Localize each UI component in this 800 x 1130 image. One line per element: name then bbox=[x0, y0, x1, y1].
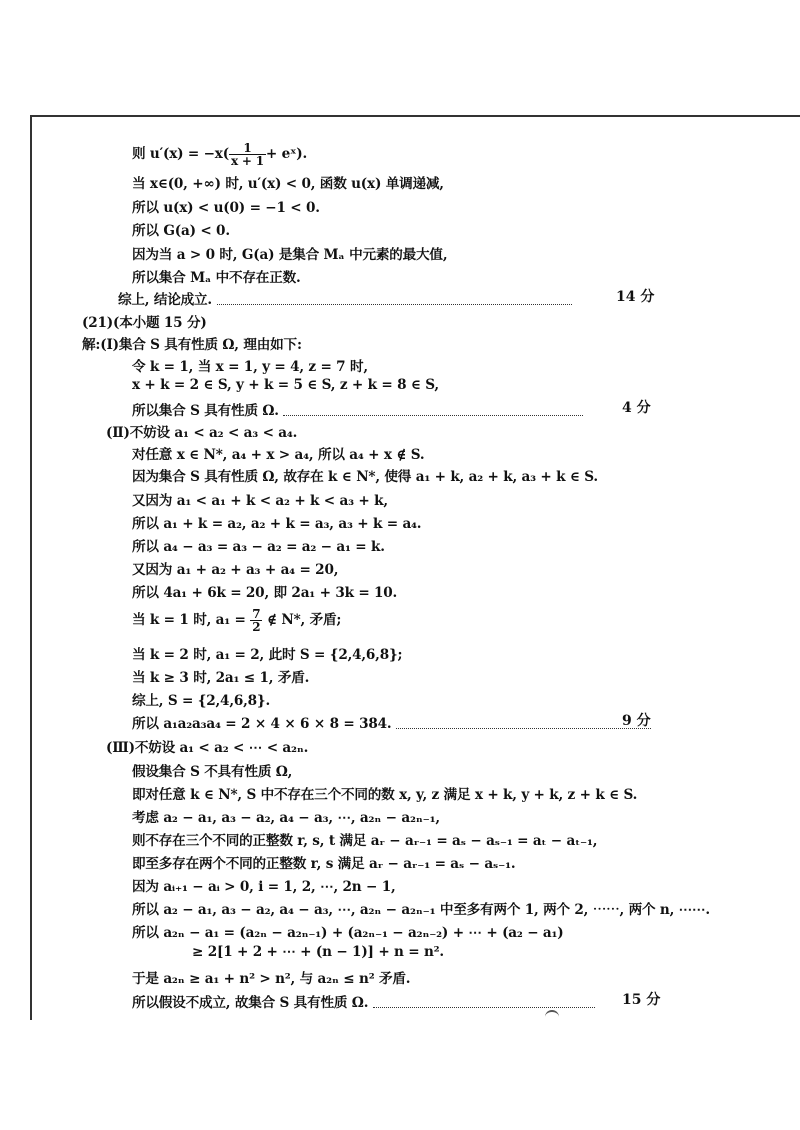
text-line: 又因为 a₁ + a₂ + a₃ + a₄ = 20, bbox=[132, 562, 339, 578]
text-line: 综上, 结论成立. bbox=[118, 288, 572, 308]
text-line: 综上, S = {2,4,6,8}. bbox=[132, 693, 270, 709]
text-line: (Ⅱ)不妨设 a₁ < a₂ < a₃ < a₄. bbox=[106, 425, 298, 441]
score-4: 4 分 bbox=[622, 400, 651, 416]
text-line: 令 k = 1, 当 x = 1, y = 4, z = 7 时, bbox=[132, 359, 368, 375]
problem-heading: (21)(本小题 15 分) bbox=[82, 315, 207, 331]
text-line: 因为集合 S 具有性质 Ω, 故存在 k ∈ N*, 使得 a₁ + k, a₂ + k, a₃ + k ∈ S. bbox=[132, 469, 598, 485]
text-line: 当 k ≥ 3 时, 2a₁ ≤ 1, 矛盾. bbox=[132, 670, 310, 686]
text-line: 当 k = 1 时, a₁ = $\frac{7}{2}$ ∉ N*, 矛盾; bbox=[132, 607, 342, 634]
text-line: 所以 a₁ + k = a₂, a₂ + k = a₃, a₃ + k = a₄. bbox=[132, 516, 422, 532]
text-line: 解:(Ⅰ)集合 S 具有性质 Ω, 理由如下: bbox=[82, 337, 302, 353]
text-line: 所以 G(a) < 0. bbox=[132, 223, 230, 239]
text-line: 所以假设不成立, 故集合 S 具有性质 Ω. bbox=[132, 991, 595, 1011]
text-line: 所以集合 Mₐ 中不存在正数. bbox=[132, 270, 301, 286]
text-line: ≥ 2[1 + 2 + ⋯ + (n − 1)] + n = n². bbox=[192, 944, 444, 960]
score-15: 15 分 bbox=[622, 992, 661, 1008]
text-line: 即至多存在两个不同的正整数 r, s 满足 aᵣ − aᵣ₋₁ = aₛ − aₛ₋₁. bbox=[132, 856, 516, 872]
text-line: 所以 4a₁ + 6k = 20, 即 2a₁ + 3k = 10. bbox=[132, 585, 398, 601]
text-line: 当 k = 2 时, a₁ = 2, 此时 S = {2,4,6,8}; bbox=[132, 647, 403, 663]
text-line: 所以 a₄ − a₃ = a₃ − a₂ = a₂ − a₁ = k. bbox=[132, 539, 385, 555]
text-line: 则 u′(x) = −x( $\frac{1}{x + 1}$ + eˣ). bbox=[132, 141, 308, 168]
text-line: 假设集合 S 不具有性质 Ω, bbox=[132, 764, 293, 780]
fraction: $\frac{7}{2}$ bbox=[252, 607, 261, 634]
text-line: 即对任意 k ∈ N*, S 中不存在三个不同的数 x, y, z 满足 x + k, y + k, z + k ∈ S. bbox=[132, 787, 638, 803]
text-line: 因为 aᵢ₊₁ − aᵢ > 0, i = 1, 2, ⋯, 2n − 1, bbox=[132, 879, 396, 895]
text-line: (Ⅲ)不妨设 a₁ < a₂ < ⋯ < a₂ₙ. bbox=[106, 740, 309, 756]
text-line: 又因为 a₁ < a₁ + k < a₂ + k < a₃ + k, bbox=[132, 493, 388, 509]
text-line: 所以 a₂ₙ − a₁ = (a₂ₙ − a₂ₙ₋₁) + (a₂ₙ₋₁ − a₂ₙ₋₂) + ⋯ + (a₂ − a₁) bbox=[132, 925, 564, 941]
text-line: x + k = 2 ∈ S, y + k = 5 ∈ S, z + k = 8 ∈ S, bbox=[132, 377, 439, 393]
text-line: 对任意 x ∈ N*, a₄ + x > a₄, 所以 a₄ + x ∉ S. bbox=[132, 447, 425, 463]
scan-mark bbox=[545, 1010, 559, 1020]
text-line: 所以 a₁a₂a₃a₄ = 2 × 4 × 6 × 8 = 384. bbox=[132, 712, 651, 732]
text-line: 当 x∈(0, +∞) 时, u′(x) < 0, 函数 u(x) 单调递减, bbox=[132, 176, 444, 192]
text-line: 所以集合 S 具有性质 Ω. bbox=[132, 399, 583, 419]
text-line: 所以 u(x) < u(0) = −1 < 0. bbox=[132, 200, 320, 216]
fraction: $\frac{1}{x + 1}$ bbox=[230, 141, 264, 168]
score-14: 14 分 bbox=[616, 289, 655, 305]
text-line: 所以 a₂ − a₁, a₃ − a₂, a₄ − a₃, ⋯, a₂ₙ − a₂ₙ₋₁ 中至多有两个 1, 两个 2, ⋯⋯, 两个 n, ⋯⋯. bbox=[132, 902, 710, 918]
text-line: 因为当 a > 0 时, G(a) 是集合 Mₐ 中元素的最大值, bbox=[132, 247, 448, 263]
text-line: 考虑 a₂ − a₁, a₃ − a₂, a₄ − a₃, ⋯, a₂ₙ − a₂ₙ₋₁, bbox=[132, 810, 440, 826]
score-9: 9 分 bbox=[622, 713, 651, 729]
text-line: 则不存在三个不同的正整数 r, s, t 满足 aᵣ − aᵣ₋₁ = aₛ − aₛ₋₁ = aₜ − aₜ₋₁, bbox=[132, 833, 598, 849]
text-line: 于是 a₂ₙ ≥ a₁ + n² > n², 与 a₂ₙ ≤ n² 矛盾. bbox=[132, 971, 411, 987]
